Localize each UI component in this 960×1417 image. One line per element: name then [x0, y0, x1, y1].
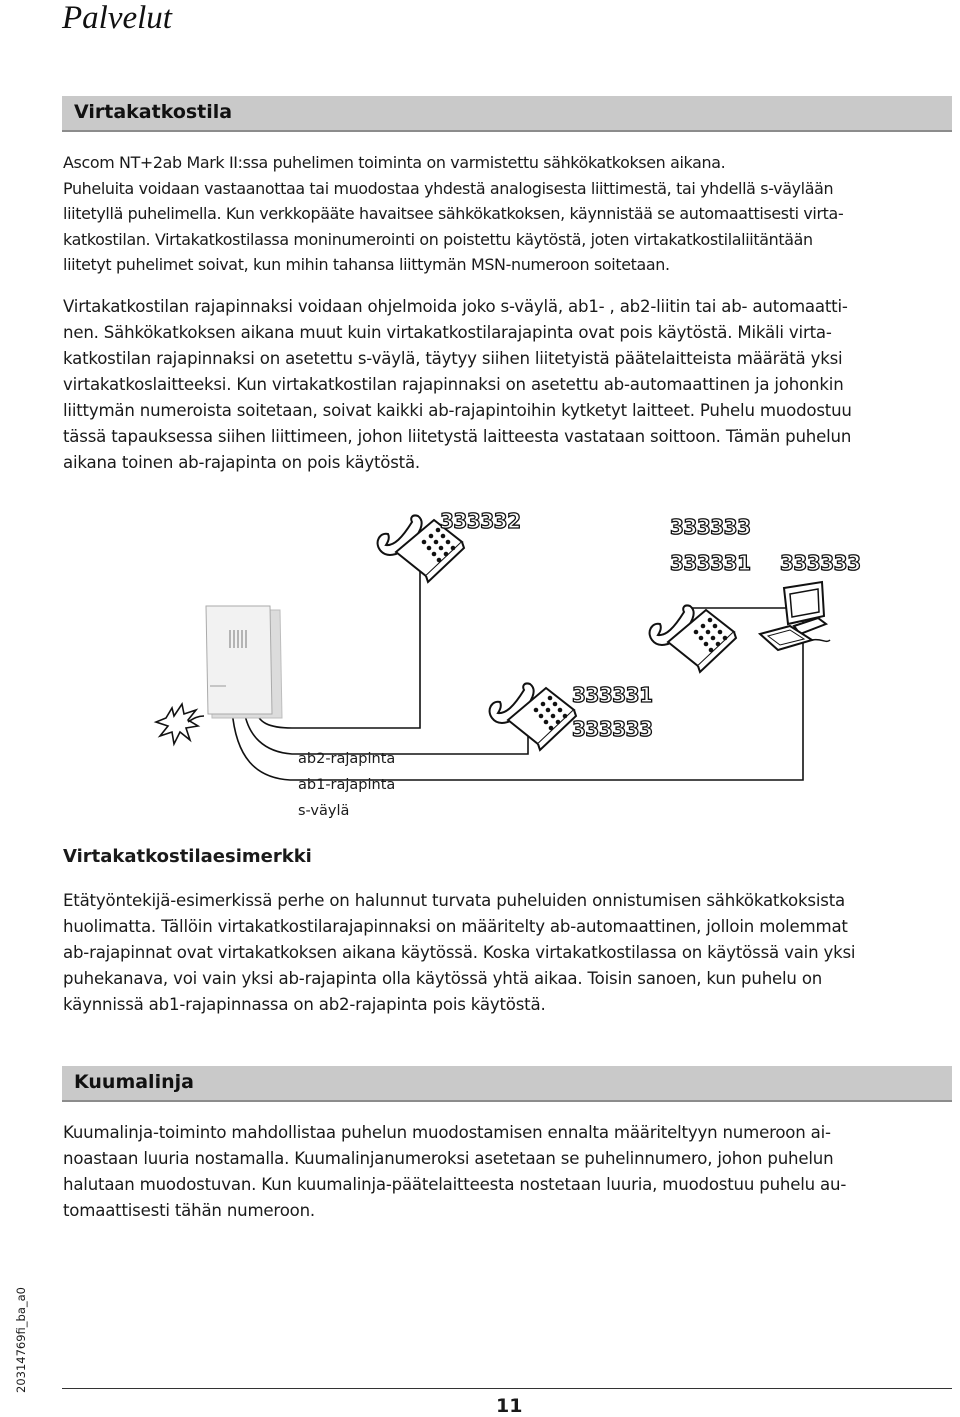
text-line: noastaan luuria nostamalla. Kuumalinjanumeroksi asetetaan se puhelinnumero, johon puhelun — [63, 1149, 834, 1168]
paragraph-interface — [63, 294, 953, 476]
text-line: katkostilan. Virtakatkostilassa moninumerointi on poistettu käytöstä, joten virtakatkostilaliitäntään — [63, 229, 813, 249]
paragraph-intro — [63, 150, 953, 278]
telephone-icon — [490, 683, 576, 750]
text-line: liittymän numeroista soitetaan, soivat kaikki ab-rajapintoihin kytketyt laitteet. Puhelu muodostuu — [63, 401, 852, 420]
document-code: 20314769fi_ba_a0 — [14, 1287, 28, 1393]
text-line: aikana toinen ab-rajapinta on pois käytöstä. — [63, 453, 420, 472]
phone-number-label: 333331 — [670, 551, 751, 575]
power-outage-burst-icon — [156, 704, 204, 744]
text-line: ab-rajapinnat ovat virtakatkoksen aikana käytössä. Koska virtakatkostilassa on käytössä vain yksi — [63, 943, 856, 962]
text-line: liitetyllä puhelimella. Kun verkkopääte havaitsee sähkökatkoksen, käynnistää se automaattisesti virta- — [63, 204, 844, 223]
phone-number-label: 333333 — [780, 551, 861, 575]
interface-label-s-bus: s-väylä — [298, 803, 350, 819]
computer-icon — [760, 582, 830, 650]
phone-number-label: 333331 — [572, 683, 653, 707]
interface-label-ab1: ab1-rajapinta — [298, 777, 396, 793]
paragraph-example — [63, 888, 953, 1018]
text-line: tomaattisesti tähän numeroon. — [63, 1201, 315, 1220]
paragraph-kuumalinja — [63, 1120, 953, 1224]
text-line: huolimatta. Tällöin virtakatkostilarajapinnaksi on määritelty ab-automaattinen, jolloin molemmat — [63, 917, 848, 936]
phone-number-label: 333333 — [670, 515, 751, 539]
text-line: liitetyt puhelimet soivat, kun mihin tahansa liittymän MSN-numeroon soitetaan. — [63, 255, 670, 274]
section-heading-kuumalinja — [62, 1066, 952, 1102]
text-line: katkostilan rajapinnaksi on asetettu s-väylä, täytyy siihen liitetyistä päätelaitteista määrätä yksi — [63, 349, 843, 368]
interface-label-ab2: ab2-rajapinta — [298, 751, 396, 767]
ab1-line — [244, 710, 528, 754]
power-outage-diagram — [0, 490, 960, 835]
section-title: Kuumalinja — [74, 1071, 194, 1093]
text-line: puhekanava, voi vain yksi ab-rajapinta olla käytössä yhtä aikaa. Toisin sanoen, kun puhelu on — [63, 969, 823, 988]
text-line: Etätyöntekijä-esimerkissä perhe on halunnut turvata puheluiden onnistumisen sähkökatkoksista — [63, 891, 845, 910]
phone-number-label: 333333 — [572, 717, 653, 741]
text-line: tässä tapauksessa siihen liittimeen, johon liitetystä laitteesta vastataan soittoon. Tämän puhelun — [63, 427, 852, 446]
text-line: nen. Sähkökatkoksen aikana muut kuin virtakatkostilarajapinta ovat pois käytöstä. Mikäli virta- — [63, 323, 832, 342]
page-number: 11 — [496, 1395, 523, 1417]
text-line: virtakatkoslaitteeksi. Kun virtakatkostilan rajapinnaksi on asetettu ab-automaattinen ja johonkin — [63, 375, 844, 394]
phone-number-label: 333332 — [440, 509, 521, 533]
page-header-title: Palvelut — [62, 0, 172, 36]
text-line: Ascom NT+2ab Mark II:ssa puhelimen toiminta on varmistettu sähkökatkoksen aikana. — [63, 153, 726, 172]
telephone-icon — [650, 605, 736, 672]
text-line: Kuumalinja-toiminto mahdollistaa puhelun muodostamisen ennalta määriteltyyn numeroon ai- — [63, 1123, 831, 1142]
example-heading: Virtakatkostilaesimerkki — [63, 846, 312, 867]
text-line: halutaan muodostuvan. Kun kuumalinja-päätelaitteesta nostetaan luuria, muodostuu puhelu au- — [63, 1175, 847, 1194]
section-title: Virtakatkostila — [74, 101, 233, 123]
section-heading-virtakatkostila — [62, 96, 952, 132]
footer-divider — [62, 1388, 952, 1389]
text-line: käynnissä ab1-rajapinnassa on ab2-rajapinta pois käytöstä. — [63, 995, 546, 1014]
text-line: Puheluita voidaan vastaanottaa tai muodostaa yhdestä analogisesta liittimestä, tai yhdellä s-väylään — [63, 178, 834, 198]
network-terminal-unit-icon — [206, 606, 282, 718]
text-line: Virtakatkostilan rajapinnaksi voidaan ohjelmoida joko s-väylä, ab1- , ab2-liitin tai ab- automaatti- — [63, 297, 848, 316]
